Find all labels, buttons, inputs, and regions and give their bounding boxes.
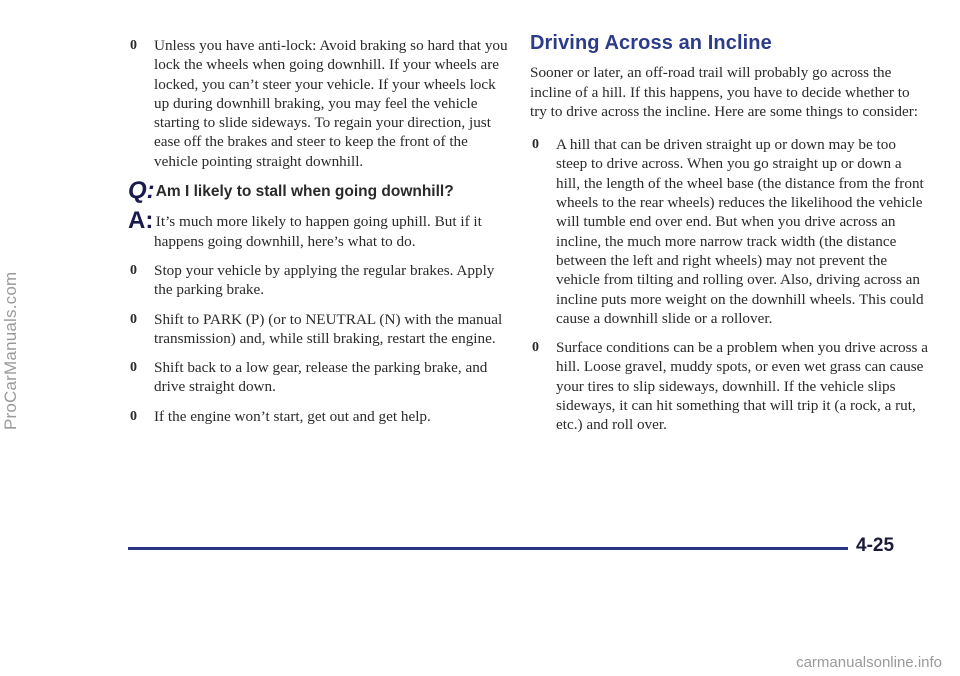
list-item — [530, 338, 928, 434]
right-column — [530, 32, 928, 445]
footer-watermark: carmanualsonline.info — [796, 654, 942, 671]
manual-page — [28, 0, 960, 676]
bullet-marker: 0 — [130, 262, 137, 278]
section-intro: Sooner or later, an off-road trail will probably go across the incline of a hill. If this happens, you have to decide whether to try to drive across the incline. Here are some things to consider: — [530, 64, 919, 120]
bullet-marker: 0 — [532, 137, 539, 153]
section-heading: Driving Across an Incline — [530, 32, 772, 54]
list-item — [128, 358, 513, 397]
list-item-text: A hill that can be driven straight up or down may be too steep to drive across. When you go straight up or down a hill, the length of the wheel base (the distance from the front wheels to the rear wheels) reduces the likelihood the vehicle will tumble end over end. But when you drive across an incline, the much more narrow track width (the distance between the left and right wheels) may not prevent the vehicle from tilting and rolling over. Also, driving across an incline puts more weight on the downhill wheels. This could cause a downhill slide or a rollover. — [556, 136, 924, 327]
list-item — [128, 310, 513, 349]
list-item — [128, 407, 513, 426]
list-item-text: If the engine won’t start, get out and get help. — [154, 407, 431, 425]
list-item — [530, 135, 928, 328]
bullet-marker: 0 — [130, 360, 137, 376]
question — [128, 177, 513, 205]
question-mark-label: Q: — [128, 177, 155, 205]
answer — [128, 207, 513, 251]
bullet-marker: 0 — [532, 340, 539, 356]
intro-bullet-text: Unless you have anti-lock: Avoid braking so hard that you lock the wheels when going downhill. If your wheels are locked, you can’t steer your vehicle. If your wheels lock up during downhill braking, you may feel the vehicle starting to slide sideways. To regain your direction, just ease off the brakes and steer to keep the front of the vehicle pointing straight downhill. — [154, 37, 508, 170]
list-item-text: Surface conditions can be a problem when you drive across a hill. Loose gravel, muddy spots, or even wet grass can cause your tires to slip sideways, downhill. If the vehicle slips sideways, it can hit something that will trip it (a rock, a rut, etc.) and roll over. — [556, 339, 928, 434]
side-watermark: ProCarManuals.com — [1, 271, 20, 430]
list-item-text: Shift to PARK (P) (or to NEUTRAL (N) with the manual transmission) and, while still braking, restart the engine. — [154, 310, 503, 347]
answer-text: It’s much more likely to happen going uphill. But if it happens going downhill, here’s what to do. — [154, 213, 482, 250]
left-column — [128, 36, 513, 436]
bullet-marker: 0 — [130, 408, 137, 424]
bullet-marker: 0 — [130, 311, 137, 327]
list-item-text: Stop your vehicle by applying the regular brakes. Apply the parking brake. — [154, 261, 495, 299]
intro-bullet-item — [128, 36, 513, 171]
page-number: 4-25 — [856, 535, 895, 556]
bullet-marker: 0 — [130, 38, 137, 53]
question-text: Am I likely to stall when going downhill? — [155, 183, 454, 201]
list-item — [128, 261, 513, 300]
answer-mark-label: A: — [128, 207, 154, 235]
footer-rule — [128, 547, 848, 550]
side-watermark-strip — [0, 0, 28, 676]
list-item-text: Shift back to a low gear, release the parking brake, and drive straight down. — [154, 359, 488, 396]
